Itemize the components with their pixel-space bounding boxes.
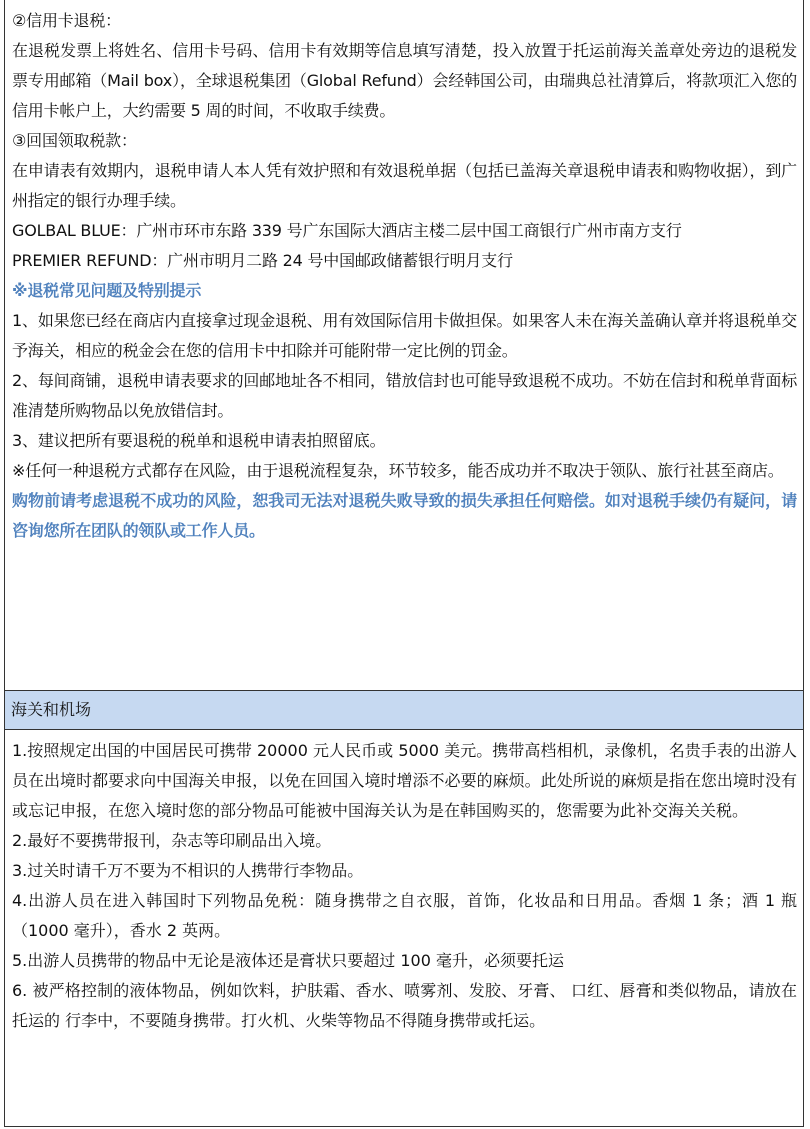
faq-heading: ※退税常见问题及特别提示 xyxy=(12,281,202,300)
refund-risk-warning: 购物前请考虑退税不成功的风险，恕我司无法对退税失败导致的损失承担任何赔偿。如对退税手续仍有疑问，请咨询您所在团队的领队或工作人员。 xyxy=(12,491,797,540)
faq-item: 3、建议把所有要退税的税单和退税申请表拍照留底。 xyxy=(12,431,386,450)
customs-item: 4.出游人员在进入韩国时下列物品免税：随身携带之自衣服，首饰，化妆品和日用品。香烟 1 条；酒 1 瓶（1000 毫升），香水 2 英两。 xyxy=(12,891,797,940)
credit-card-refund-title: ②信用卡退税： xyxy=(12,11,121,30)
global-blue-address: GOLBAL BLUE：广州市环市东路 339 号广东国际大酒店主楼二层中国工商银行广州市南方支行 xyxy=(12,221,682,240)
customs-item: 6. 被严格控制的液体物品，例如饮料，护肤霜、香水、喷雾剂、发胶、牙膏、 口红、唇膏和类似物品，请放在托运的 行李中，不要随身携带。打火机、火柴等物品不得随身携带或托运。 xyxy=(12,981,797,1030)
faq-item: ※任何一种退税方式都存在风险，由于退税流程复杂，环节较多，能否成功并不取决于领队、旅行社甚至商店。 xyxy=(12,461,784,480)
customs-item: 3.过关时请千万不要为不相识的人携带行李物品。 xyxy=(12,861,364,880)
customs-item: 1.按照规定出国的中国居民可携带 20000 元人民币或 5000 美元。携带高档相机，录像机，名贵手表的出游人员在出境时都要求向中国海关申报，以免在回国入境时增添不必要的麻烦。此处所说的麻烦是指在您出境时没有或忘记申报，在您入境时您的部分物品可能被中国海关认为是在韩国购买的，您需要为此补交海关关税。 xyxy=(12,741,797,820)
customs-section xyxy=(5,730,803,1036)
home-refund-text: 在申请表有效期内，退税申请人本人凭有效护照和有效退税单据（包括已盖海关章退税申请表和购物收据），到广州指定的银行办理手续。 xyxy=(12,161,797,210)
customs-item: 2.最好不要携带报刊，杂志等印刷品出入境。 xyxy=(12,831,332,850)
faq-item: 2、每间商铺，退税申请表要求的回邮地址各不相同，错放信封也可能导致退税不成功。不妨在信封和税单背面标 准清楚所购物品以免放错信封。 xyxy=(12,371,797,420)
tax-refund-section xyxy=(5,0,803,690)
premier-refund-address: PREMIER REFUND：广州市明月二路 24 号中国邮政储蓄银行明月支行 xyxy=(12,251,513,270)
home-refund-title: ③回国领取税款： xyxy=(12,131,137,150)
document-page xyxy=(4,0,804,1127)
customs-section-header: 海关和机场 xyxy=(5,690,803,730)
customs-item: 5.出游人员携带的物品中无论是液体还是膏状只要超过 100 毫升，必须要托运 xyxy=(12,951,564,970)
credit-card-refund-text: 在退税发票上将姓名、信用卡号码、信用卡有效期等信息填写清楚，投入放置于托运前海关盖章处旁边的退税发票专用邮箱（Mail box），全球退税集团（Global Refund）会经韩国公司，由瑞典总社清算后，将款项汇入您的信用卡帐户上，大约需要 5 周的时间，不收取手续费。 xyxy=(12,41,797,120)
faq-item: 1、如果您已经在商店内直接拿过现金退税、用有效国际信用卡做担保。如果客人未在海关盖确认章并将退税单交予海关，相应的税金会在您的信用卡中扣除并可能附带一定比例的罚金。 xyxy=(12,311,797,360)
